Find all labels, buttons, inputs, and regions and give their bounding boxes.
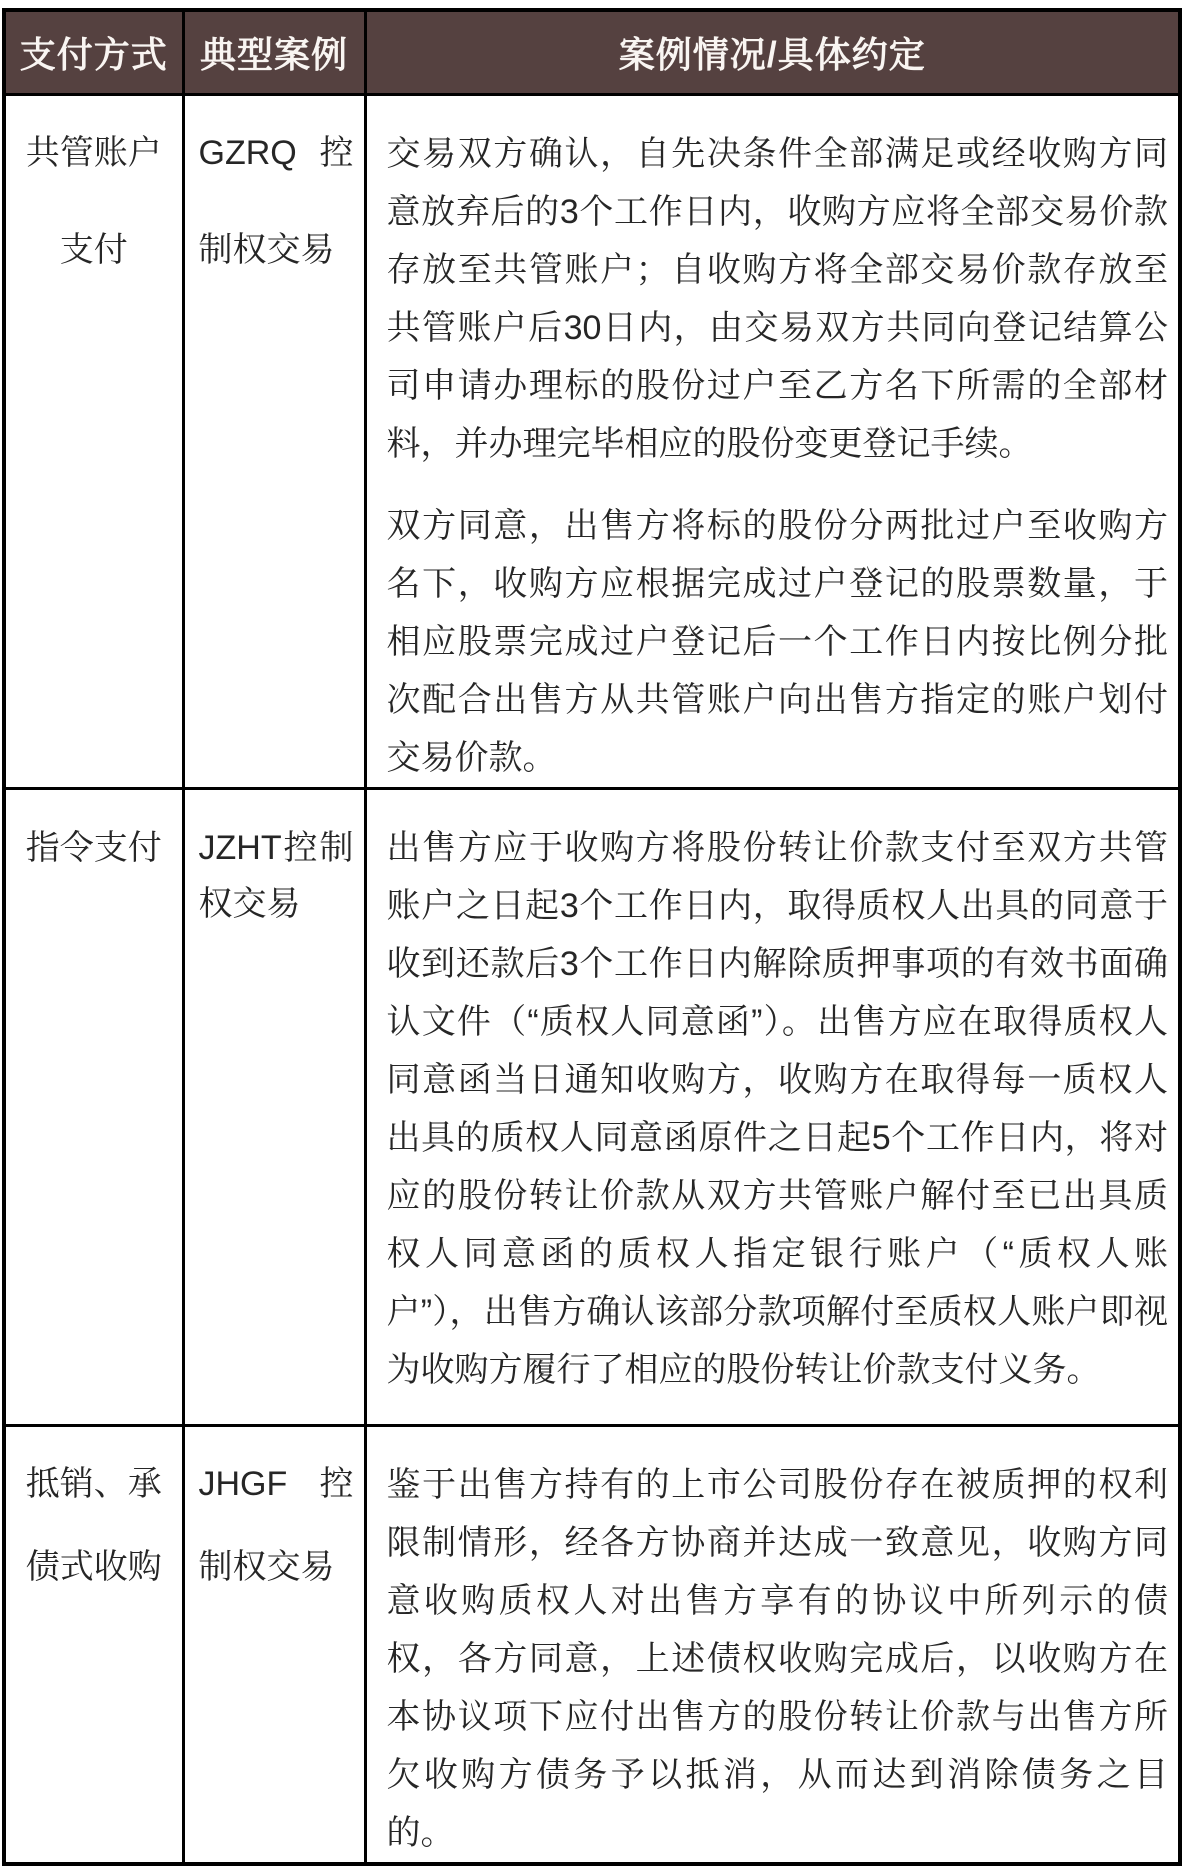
cell-case-name: JZHT控制权交易	[183, 788, 365, 1425]
cell-payment-method: 共管账户支付	[4, 94, 183, 788]
cell-case-details	[365, 94, 1180, 788]
case-detail-paragraph: 双方同意，出售方将标的股份分两批过户至收购方名下，收购方应根据完成过户登记的股票数量，于相应股票完成过户登记后一个工作日内按比例分批次配合出售方从共管账户向出售方指定的账户划付交易价款。	[386, 506, 1168, 777]
case-detail-paragraph: 出售方应于收购方将股份转让价款支付至双方共管账户之日起3个工作日内，取得质权人出具的同意于收到还款后3个工作日内解除质押事项的有效书面确认文件（“质权人同意函”）。出售方应在取得质权人同意函当日通知收购方，收购方在取得每一质权人出具的质权人同意函原件之日起5个工作日内，将对应的股份转让价款从双方共管账户解付至已出具质权人同意函的质权人指定银行账户（“质权人账户”），出售方确认该部分款项解付至质权人账户即视为收购方履行了相应的股份转让价款支付义务。	[386, 828, 1168, 1389]
cell-case-details	[365, 788, 1180, 1425]
table-header-row	[4, 10, 1180, 94]
table-row	[4, 94, 1180, 788]
table-row	[4, 1425, 1180, 1864]
header-cell-case-details: 案例情况/具体约定	[365, 10, 1180, 94]
cell-payment-method: 指令支付	[4, 788, 183, 1425]
header-cell-payment-method: 支付方式	[4, 10, 183, 94]
cell-payment-method: 抵销、承债式收购	[4, 1425, 183, 1864]
case-detail-paragraph: 交易双方确认，自先决条件全部满足或经收购方同意放弃后的3个工作日内，收购方应将全部交易价款存放至共管账户；自收购方将全部交易价款存放至共管账户后30日内，由交易双方共同向登记结算公司申请办理标的股份过户至乙方名下所需的全部材料，并办理完毕相应的股份变更登记手续。	[386, 134, 1168, 463]
table-row	[4, 788, 1180, 1425]
payment-methods-table	[2, 8, 1182, 1866]
cell-case-name: GZRQ 控制权交易	[183, 94, 365, 788]
case-detail-paragraph: 鉴于出售方持有的上市公司股份存在被质押的权利限制情形，经各方协商并达成一致意见，收购方同意收购质权人对出售方享有的协议中所列示的债权，各方同意，上述债权收购完成后，以收购方在本协议项下应付出售方的股份转让价款与出售方所欠收购方债务予以抵消，从而达到消除债务之目的。	[386, 1465, 1168, 1852]
cell-case-details	[365, 1425, 1180, 1864]
header-cell-typical-case: 典型案例	[183, 10, 365, 94]
cell-case-name: JHGF控制权交易	[183, 1425, 365, 1864]
